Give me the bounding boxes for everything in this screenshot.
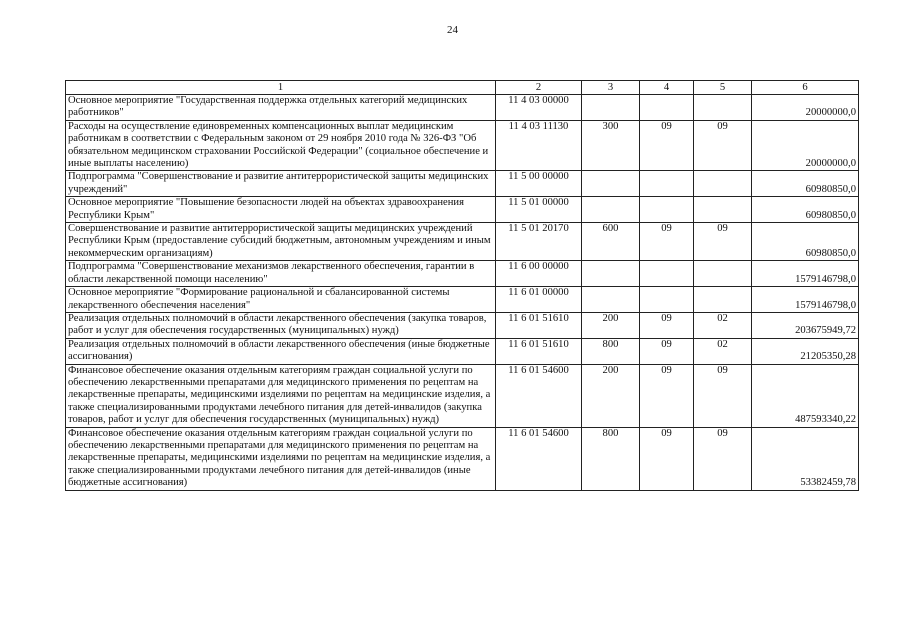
- amount: 203675949,72: [752, 312, 859, 338]
- target-article-code: 11 4 03 11130: [496, 120, 582, 171]
- item-name: Подпрограмма "Совершенствование механизмов лекарственного обеспечения, гарантии в области лекарственной помощи населению": [66, 261, 496, 287]
- subsection-code: [694, 261, 752, 287]
- header-col-2: 2: [496, 81, 582, 95]
- target-article-code: 11 5 01 00000: [496, 197, 582, 223]
- expense-type-code: [582, 197, 640, 223]
- item-name: Основное мероприятие "Формирование рациональной и сбалансированной системы лекарственного обеспечения населения": [66, 287, 496, 313]
- item-name: Основное мероприятие "Повышение безопасности людей на объектах здравоохранения Республики Крым": [66, 197, 496, 223]
- target-article-code: 11 6 01 00000: [496, 287, 582, 313]
- item-name: Финансовое обеспечение оказания отдельным категориям граждан социальной услуги по обеспечению лекарственными препаратами для медицинского применения по рецептам на лекарственные препараты, медицинскими изделиями по рецептам на медицинские изделия, а также специализированными продуктами лечебного питания для детей-инвалидов (иные бюджетные ассигнования): [66, 427, 496, 490]
- header-col-5: 5: [694, 81, 752, 95]
- section-code: [640, 171, 694, 197]
- section-code: 09: [640, 338, 694, 364]
- amount: 1579146798,0: [752, 261, 859, 287]
- item-name: Подпрограмма "Совершенствование и развитие антитеррористической защиты медицинских учреждений": [66, 171, 496, 197]
- table-row: [66, 312, 859, 338]
- section-code: [640, 95, 694, 121]
- item-name: Финансовое обеспечение оказания отдельным категориям граждан социальной услуги по обеспечению лекарственными препаратами для медицинского применения по рецептам на лекарственные препараты, медицинскими изделиями по рецептам на медицинские изделия, а также специализированными продуктами лечебного питания для детей-инвалидов (закупка товаров, работ и услуг для обеспечения государственных (муниципальных) нужд): [66, 364, 496, 427]
- amount: 487593340,22: [752, 364, 859, 427]
- section-code: [640, 261, 694, 287]
- target-article-code: 11 4 03 00000: [496, 95, 582, 121]
- section-code: 09: [640, 120, 694, 171]
- section-code: [640, 287, 694, 313]
- expense-type-code: [582, 287, 640, 313]
- table-row: [66, 287, 859, 313]
- expense-type-code: [582, 95, 640, 121]
- budget-table: [65, 80, 859, 491]
- header-col-3: 3: [582, 81, 640, 95]
- subsection-code: [694, 287, 752, 313]
- subsection-code: 02: [694, 338, 752, 364]
- item-name: Реализация отдельных полномочий в области лекарственного обеспечения (закупка товаров, работ и услуг для обеспечения государственных (муниципальных) нужд): [66, 312, 496, 338]
- header-col-4: 4: [640, 81, 694, 95]
- header-row: [66, 81, 859, 95]
- subsection-code: [694, 171, 752, 197]
- target-article-code: 11 5 00 00000: [496, 171, 582, 197]
- section-code: 09: [640, 364, 694, 427]
- expense-type-code: [582, 171, 640, 197]
- subsection-code: 09: [694, 120, 752, 171]
- table-row: [66, 120, 859, 171]
- table-row: [66, 338, 859, 364]
- table-row: [66, 223, 859, 261]
- amount: 60980850,0: [752, 197, 859, 223]
- amount: 60980850,0: [752, 223, 859, 261]
- target-article-code: 11 6 01 51610: [496, 338, 582, 364]
- expense-type-code: 200: [582, 364, 640, 427]
- amount: 53382459,78: [752, 427, 859, 490]
- table-row: [66, 171, 859, 197]
- table-row: [66, 427, 859, 490]
- amount: 20000000,0: [752, 120, 859, 171]
- subsection-code: 09: [694, 364, 752, 427]
- table-row: [66, 364, 859, 427]
- table-row: [66, 261, 859, 287]
- table-row: [66, 95, 859, 121]
- amount: 21205350,28: [752, 338, 859, 364]
- header-col-1: 1: [66, 81, 496, 95]
- item-name: Совершенствование и развитие антитеррористической защиты медицинских учреждений Республики Крым (предоставление субсидий бюджетным, автономным учреждениям и иным некоммерческим организациям): [66, 223, 496, 261]
- section-code: [640, 197, 694, 223]
- table-row: [66, 197, 859, 223]
- subsection-code: [694, 197, 752, 223]
- subsection-code: 02: [694, 312, 752, 338]
- expense-type-code: 600: [582, 223, 640, 261]
- subsection-code: [694, 95, 752, 121]
- header-col-6: 6: [752, 81, 859, 95]
- expense-type-code: 300: [582, 120, 640, 171]
- section-code: 09: [640, 312, 694, 338]
- item-name: Расходы на осуществление единовременных компенсационных выплат медицинским работникам в соответствии с Федеральным законом от 29 ноября 2010 года № 326-ФЗ "Об обязательном медицинском страховании Российской Федерации" (социальное обеспечение и иные выплаты населению): [66, 120, 496, 171]
- target-article-code: 11 6 01 51610: [496, 312, 582, 338]
- target-article-code: 11 6 01 54600: [496, 427, 582, 490]
- item-name: Основное мероприятие "Государственная поддержка отдельных категорий медицинских работников": [66, 95, 496, 121]
- page-number: 24: [447, 24, 458, 36]
- amount: 1579146798,0: [752, 287, 859, 313]
- target-article-code: 11 5 01 20170: [496, 223, 582, 261]
- section-code: 09: [640, 223, 694, 261]
- expense-type-code: [582, 261, 640, 287]
- expense-type-code: 800: [582, 338, 640, 364]
- item-name: Реализация отдельных полномочий в области лекарственного обеспечения (иные бюджетные ассигнования): [66, 338, 496, 364]
- expense-type-code: 200: [582, 312, 640, 338]
- target-article-code: 11 6 00 00000: [496, 261, 582, 287]
- subsection-code: 09: [694, 427, 752, 490]
- target-article-code: 11 6 01 54600: [496, 364, 582, 427]
- subsection-code: 09: [694, 223, 752, 261]
- amount: 20000000,0: [752, 95, 859, 121]
- amount: 60980850,0: [752, 171, 859, 197]
- section-code: 09: [640, 427, 694, 490]
- expense-type-code: 800: [582, 427, 640, 490]
